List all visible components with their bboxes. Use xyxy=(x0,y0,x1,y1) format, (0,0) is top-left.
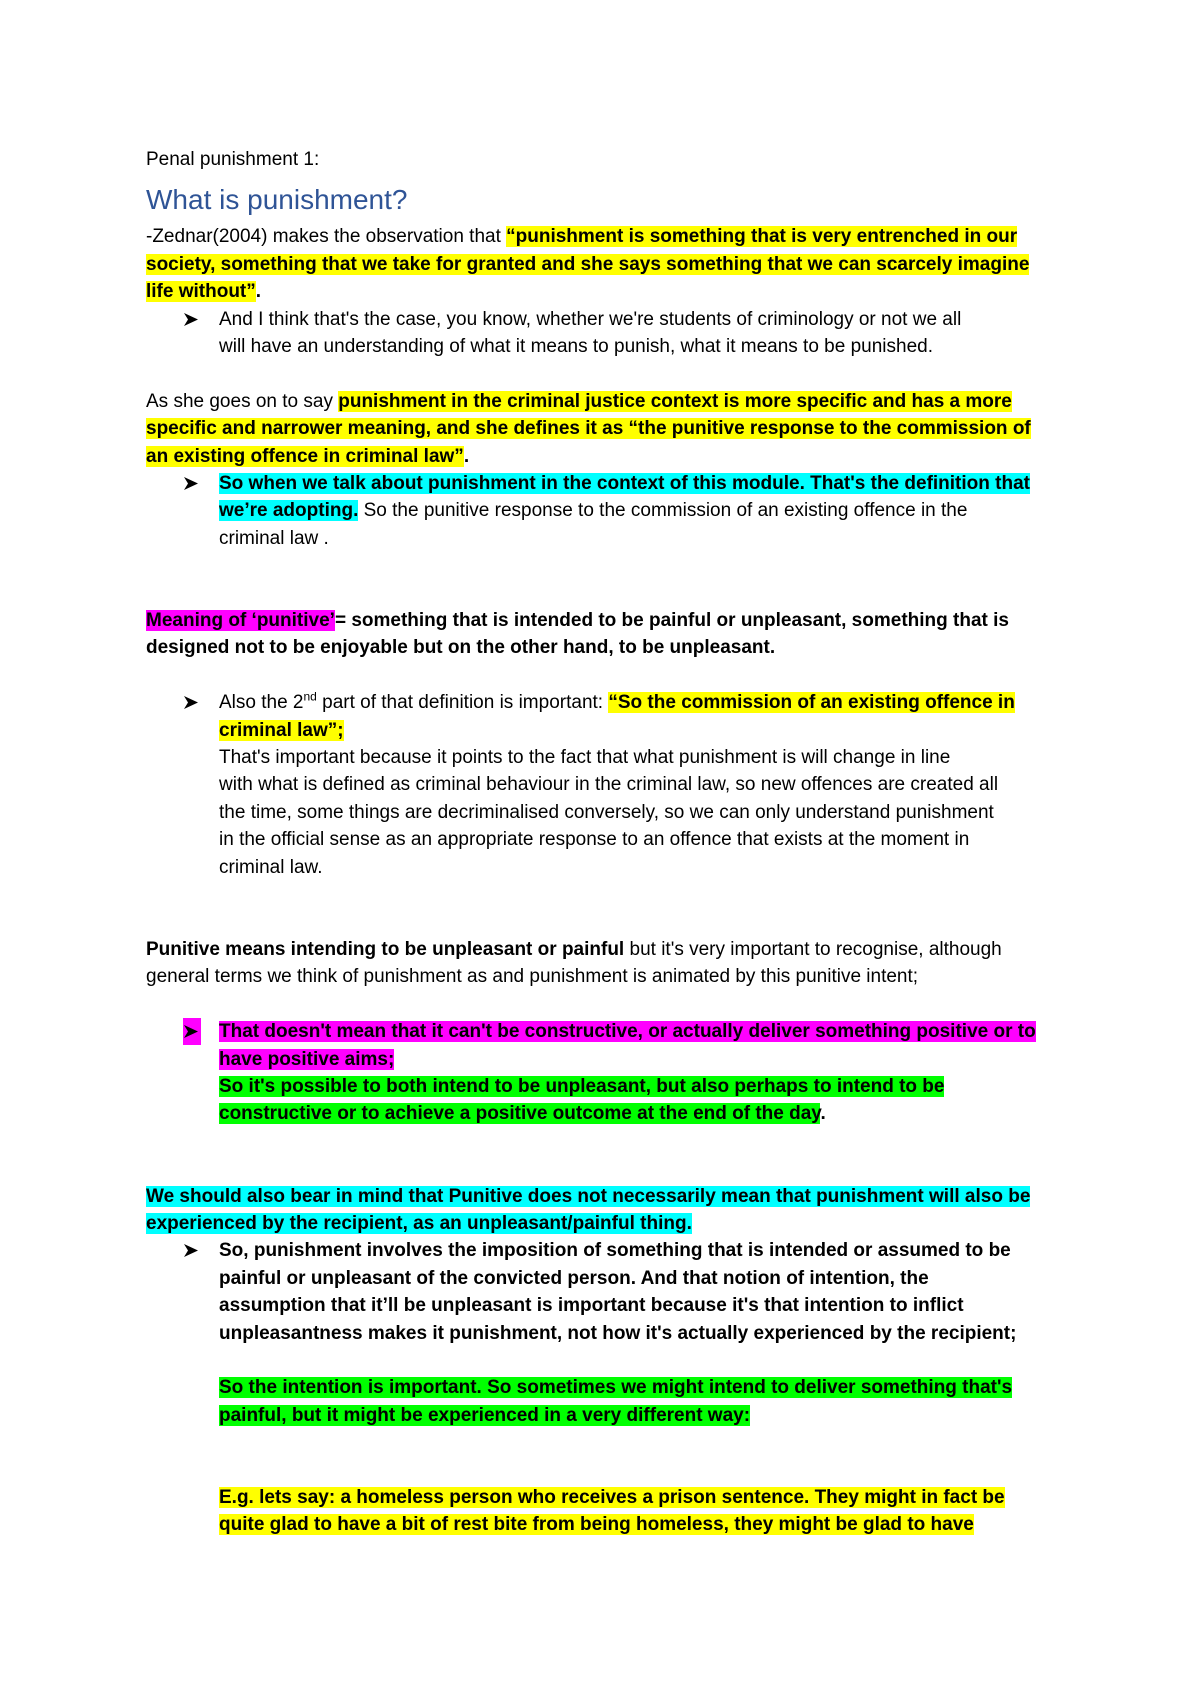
bullet-item-1 xyxy=(146,306,1066,361)
bullet-4-magenta-1: That doesn't mean that it can't be constructive, or actually deliver something positive or to xyxy=(219,1021,1036,1043)
bullet-item-3 xyxy=(146,689,1066,881)
bullet-5-yellow-2: quite glad to have a bit of rest bite from being homeless, they might be glad to have xyxy=(219,1514,974,1536)
bullet-5-line-2: painful or unpleasant of the convicted person. And that notion of intention, the xyxy=(219,1267,929,1289)
bullet-5-line-3: assumption that it’ll be unpleasant is important because it's that intention to inflict xyxy=(219,1295,964,1317)
paragraph-punitive-means xyxy=(146,936,1066,991)
p1-quote-end: . xyxy=(255,281,262,303)
p2-highlight-2: specific and narrower meaning, and she defines it as “the punitive response to the commission of xyxy=(146,418,1031,440)
p5-cyan-1: We should also bear in mind that Punitive does not necessarily mean that punishment will also be xyxy=(146,1185,1031,1207)
bullet-item-2 xyxy=(146,470,1066,552)
bullet-5-line-1: So, punishment involves the imposition of something that is intended or assumed to be xyxy=(219,1240,1011,1262)
paragraph-bear-in-mind xyxy=(146,1183,1066,1238)
bullet-5-green-2: painful, but it might be experienced in a very different way: xyxy=(219,1404,751,1426)
p2-highlight-3: an existing offence in criminal law” xyxy=(146,445,464,467)
p1-quote-3: life without” xyxy=(146,281,256,303)
bullet-4-green-2: constructive or to achieve a positive outcome at the end of the day xyxy=(219,1103,821,1125)
arrowhead-bullet-icon xyxy=(183,470,201,497)
paragraph-definition xyxy=(146,388,1066,470)
bullet-2-cyan-2: we’re adopting. xyxy=(219,500,359,522)
bullet-3-highlight-1: “So the commission of an existing offence in xyxy=(608,692,1015,714)
p2-end: . xyxy=(463,445,470,467)
p1-quote-2: society, something that we take for granted and she says something that we can scarcely imagine xyxy=(146,253,1030,275)
bullet-3-b: part of that definition is important: xyxy=(316,692,609,714)
bullet-4-green-1: So it's possible to both intend to be unpleasant, but also perhaps to intend to be xyxy=(219,1075,945,1097)
bullet-3-a: Also the 2 xyxy=(219,692,304,714)
bullet-4-end: . xyxy=(820,1103,826,1125)
bullet-3-line-4: with what is defined as criminal behaviour in the criminal law, so new offences are created all xyxy=(219,774,999,796)
paragraph-zednar xyxy=(146,223,1066,305)
arrowhead-bullet-icon xyxy=(183,1237,201,1264)
bullet-3-highlight-2: criminal law”; xyxy=(219,719,344,741)
bullet-2-text: So the punitive response to the commission of an existing offence in the xyxy=(358,500,968,522)
p2-intro: As she goes on to say xyxy=(146,390,339,412)
p5-cyan-2: experienced by the recipient, as an unpleasant/painful thing. xyxy=(146,1212,692,1234)
bullet-1-line-1: And I think that's the case, you know, whether we're students of criminology or not we all xyxy=(219,308,962,330)
p1-intro: -Zednar(2004) makes the observation that xyxy=(146,226,507,248)
bullet-3-line-5: the time, some things are decriminalised conversely, so we can only understand punishment xyxy=(219,801,994,823)
section-heading: What is punishment? xyxy=(146,184,408,216)
p1-quote-1: “punishment is something that is very entrenched in our xyxy=(506,226,1018,248)
p4-text-2: general terms we think of punishment as and punishment is animated by this punitive intent; xyxy=(146,966,919,988)
p3-text-2: designed not to be enjoyable but on the other hand, to be unpleasant. xyxy=(146,637,776,659)
bullet-item-5 xyxy=(146,1237,1066,1538)
p3-text-1: = something that is intended to be painful or unpleasant, something that is xyxy=(334,610,1009,632)
bullet-4-magenta-2: have positive aims; xyxy=(219,1048,395,1070)
bullet-3-line-7: criminal law. xyxy=(219,856,323,878)
bullet-3-line-3: That's important because it points to the fact that what punishment is will change in line xyxy=(219,747,951,769)
bullet-3-line-6: in the official sense as an appropriate response to an offence that exists at the moment in xyxy=(219,829,970,851)
arrowhead-bullet-icon xyxy=(183,689,201,716)
arrowhead-bullet-icon xyxy=(183,1018,201,1045)
document-title: Penal punishment 1: xyxy=(146,149,320,170)
bullet-5-yellow-1: E.g. lets say: a homeless person who receives a prison sentence. They might in fact be xyxy=(219,1486,1005,1508)
arrowhead-bullet-icon xyxy=(183,306,201,333)
bullet-1-line-2: will have an understanding of what it means to punish, what it means to be punished. xyxy=(219,336,933,358)
bullet-3-sup: nd xyxy=(303,689,317,704)
bullet-2-cyan-1: So when we talk about punishment in the context of this module. That's the definition that xyxy=(219,473,1030,495)
p4-text-1: but it's very important to recognise, although xyxy=(624,938,1002,960)
document-body xyxy=(146,146,1066,1539)
bullet-item-4 xyxy=(146,1018,1066,1128)
p2-highlight-1: punishment in the criminal justice context is more specific and has a more xyxy=(338,390,1012,412)
paragraph-meaning-punitive xyxy=(146,607,1066,662)
bullet-5-green-1: So the intention is important. So sometimes we might intend to deliver something that's xyxy=(219,1377,1013,1399)
p4-bold: Punitive means intending to be unpleasant or painful xyxy=(146,938,625,960)
bullet-2-line-3: criminal law . xyxy=(219,527,329,549)
bullet-5-line-4: unpleasantness makes it punishment, not how it's actually experienced by the recipient; xyxy=(219,1322,1017,1344)
p3-magenta-label: Meaning of ‘punitive’ xyxy=(146,610,335,632)
